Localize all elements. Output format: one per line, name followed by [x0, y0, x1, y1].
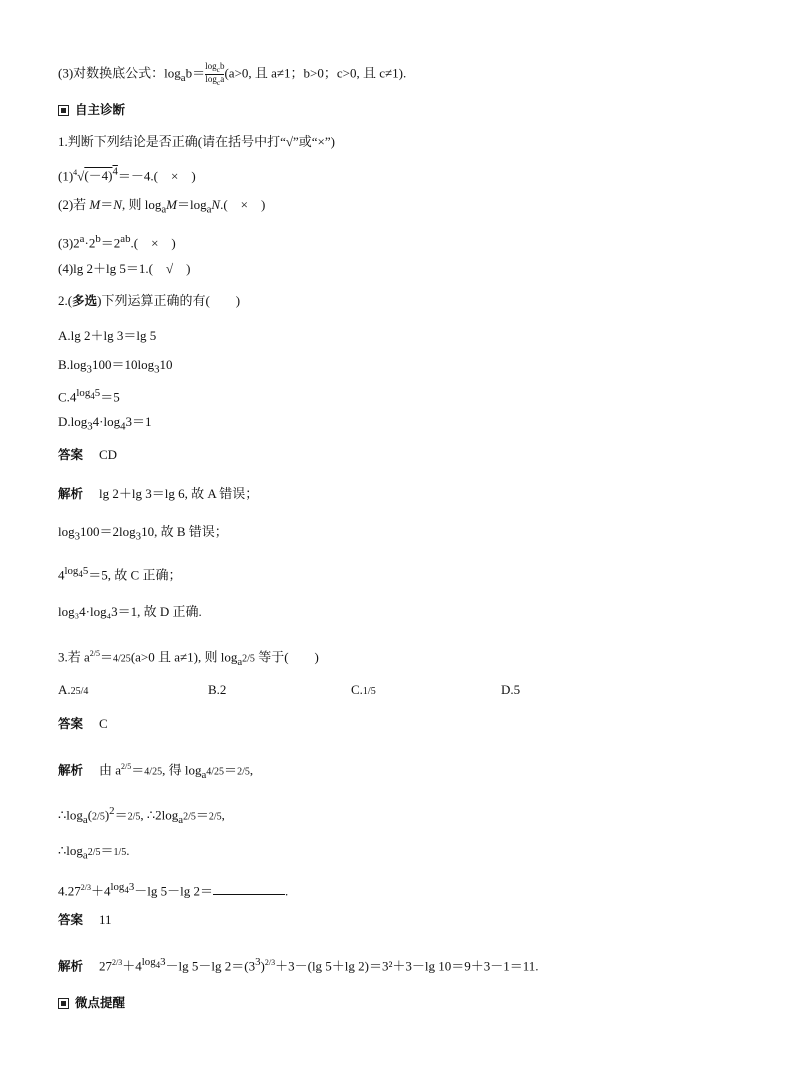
- q1-item-3: $(3)2^a\cdot 2^b=2^{ab}$.( × ): [58, 233, 176, 251]
- q4-answer: 答案 11: [58, 912, 112, 927]
- q4-stem: $4.27^{2/3}+4^{log_43}-\lg$ 5－lg 2＝ .: [58, 881, 289, 899]
- q2-stem: 2.(多选)下列运算正确的有( ): [58, 293, 241, 308]
- section-title: 自主诊断: [75, 102, 126, 117]
- q1-item-4: (4)lg 2＋lg 5＝1.( √ ): [58, 261, 191, 276]
- q4-analysis: 解析 $27^{2/3}+4^{log_43}-\lg$ 5－lg $2=(3^3)^{2/3}+3-(\lg$ 5＋lg 2)＝3²＋3－lg 10＝9＋3－1＝11.: [58, 956, 539, 974]
- q2-option-d: $D.\log_34\cdot\log_43=1$: [58, 414, 152, 433]
- section-square-icon: [58, 998, 69, 1009]
- q2-analysis-2: $\log_3100=2\log_310$, 故 B 错误；: [58, 524, 228, 543]
- q3-option-a: A.25/4: [58, 682, 89, 697]
- q3-analysis-3: $\therefore\log_a2/5=1/5$.: [58, 843, 130, 862]
- q2-analysis-1: 解析 lg 2＋lg 3＝lg 6, 故 A 错误；: [58, 486, 259, 501]
- section-heading-self-diagnosis: [58, 101, 125, 119]
- q3-analysis-2: $\therefore\log_a(2/5)^2=2/5$, $\therefore 2\log_a2/5=2/5$,: [58, 805, 225, 826]
- q3-analysis-1: 解析 由 $a^{2/5}=4/25$, 得 $\log_a4/25=2/5$,: [58, 762, 254, 781]
- q1-stem: 1.判断下列结论是否正确(请在括号中打“√”或“×”): [58, 134, 335, 149]
- section-square-icon: [58, 105, 69, 116]
- q3-options: [58, 681, 578, 703]
- q3-stem: 3.若 $a^{2/5}=4/25(a>0$ 且 a≠1), 则 $\log_a2/5$ 等于( ): [58, 649, 319, 668]
- q2-option-c: $C.4^{log_45}=5$: [58, 387, 120, 405]
- q3-answer: 答案 C: [58, 716, 108, 731]
- q3-option-d: D.5: [501, 682, 521, 697]
- section-heading-tips: [58, 994, 125, 1012]
- q3-option-b: B.2: [208, 682, 227, 697]
- formula-line: (3)对数换底公式：$\log_ab=$ $\frac{\log_cb}{\log_ca}$ (a>0, 且 a≠1；b>0；c>0, 且 c≠1).: [58, 61, 407, 87]
- q2-option-a: A.lg 2＋lg 3＝lg 5: [58, 328, 157, 343]
- q2-analysis-3: $4^{log_45}=5$, 故 C 正确；: [58, 565, 182, 583]
- section-title: 微点提醒: [75, 995, 126, 1010]
- q1-item-2: (2)若 M＝N, 则 $\log_aM=\log_aN$.( × ): [58, 197, 266, 216]
- q2-analysis-4: log₃4·log₄3＝1, 故 D 正确.: [58, 604, 202, 619]
- q2-answer: 答案 CD: [58, 447, 118, 462]
- q1-item-1: $(1)^4√(-4)^4=-4$.( × ): [58, 166, 196, 184]
- q4-blank: [213, 882, 285, 895]
- q2-option-b: $B.\log_3100=10\log_310$: [58, 357, 173, 376]
- q3-option-c: C.1/5: [351, 682, 376, 697]
